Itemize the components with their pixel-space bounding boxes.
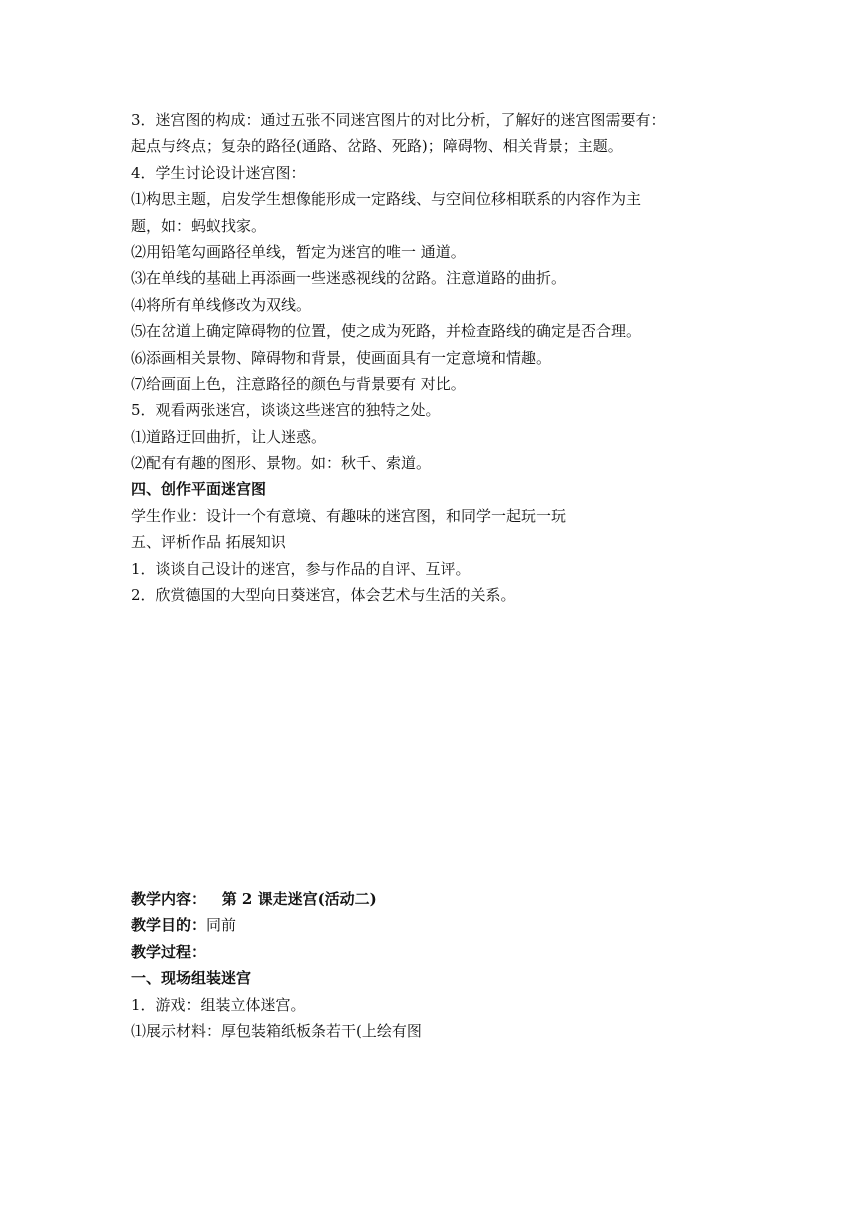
text-line: 题，如：蚂蚁找家。	[131, 216, 267, 235]
text-line: ⑷将所有单线修改为双线。	[131, 295, 312, 314]
teaching-content-line	[131, 886, 751, 912]
text-line: ⑴构思主题，启发学生想像能形成一定路线、与空间位移相联系的内容作为主	[131, 190, 642, 209]
text-line: 起点与终点；复杂的路径(通路、岔路、死路)；障碍物、相关背景；主题。	[131, 137, 623, 156]
text-line: 学生作业：设计一个有意境、有趣味的迷宫图，和同学一起玩一玩	[131, 506, 567, 525]
text-line: 2．欣赏德国的大型向日葵迷宫，体会艺术与生活的关系。	[131, 586, 516, 605]
text-line: 5．观看两张迷宫，谈谈这些迷宫的独特之处。	[131, 401, 441, 420]
text-line: 3．迷宫图的构成：通过五张不同迷宫图片的对比分析，了解好的迷宫图需要有：	[131, 111, 666, 129]
text-line: 4．学生讨论设计迷宫图：	[131, 163, 306, 182]
section-heading: 一、现场组装迷宫	[131, 969, 252, 988]
section-lesson2	[131, 886, 751, 1044]
text-line: 1．谈谈自己设计的迷宫，参与作品的自评、互评。	[131, 559, 471, 578]
teaching-goal-label: 教学目的：	[131, 916, 207, 935]
teaching-content-value: 第 2 课走迷宫(活动二)	[221, 890, 377, 908]
teaching-goal-value: 同前	[206, 916, 237, 935]
text-line: ⑶在单线的基础上再添画一些迷惑视线的岔路。注意道路的曲折。	[131, 269, 567, 288]
list-subitem: ⑴展示材料：厚包装箱纸板条若干(上绘有图	[131, 1021, 422, 1040]
teaching-content-label: 教学内容：	[131, 890, 207, 908]
text-line: 五、评析作品 拓展知识	[131, 533, 286, 552]
text-line: ⑵配有有趣的图形、景物。如：秋千、索道。	[131, 454, 432, 473]
text-line: ⑺给画面上色，注意路径的颜色与背景要有 对比。	[131, 374, 466, 393]
text-line: ⑹添画相关景物、障碍物和背景，使画面具有一定意境和情趣。	[131, 348, 552, 367]
teaching-process-label: 教学过程：	[131, 942, 207, 961]
section-heading: 四、创作平面迷宫图	[131, 480, 267, 499]
text-line: ⑵用铅笔勾画路径单线，暂定为迷宫的唯一 通道。	[131, 242, 466, 261]
teaching-goal-line	[131, 912, 751, 938]
section-lesson1-continued	[131, 107, 751, 608]
text-line: ⑴道路迂回曲折，让人迷惑。	[131, 427, 327, 446]
list-item: 1．游戏：组装立体迷宫。	[131, 995, 306, 1014]
text-line: ⑸在岔道上确定障碍物的位置，使之成为死路，并检查路线的确定是否合理。	[131, 322, 642, 341]
